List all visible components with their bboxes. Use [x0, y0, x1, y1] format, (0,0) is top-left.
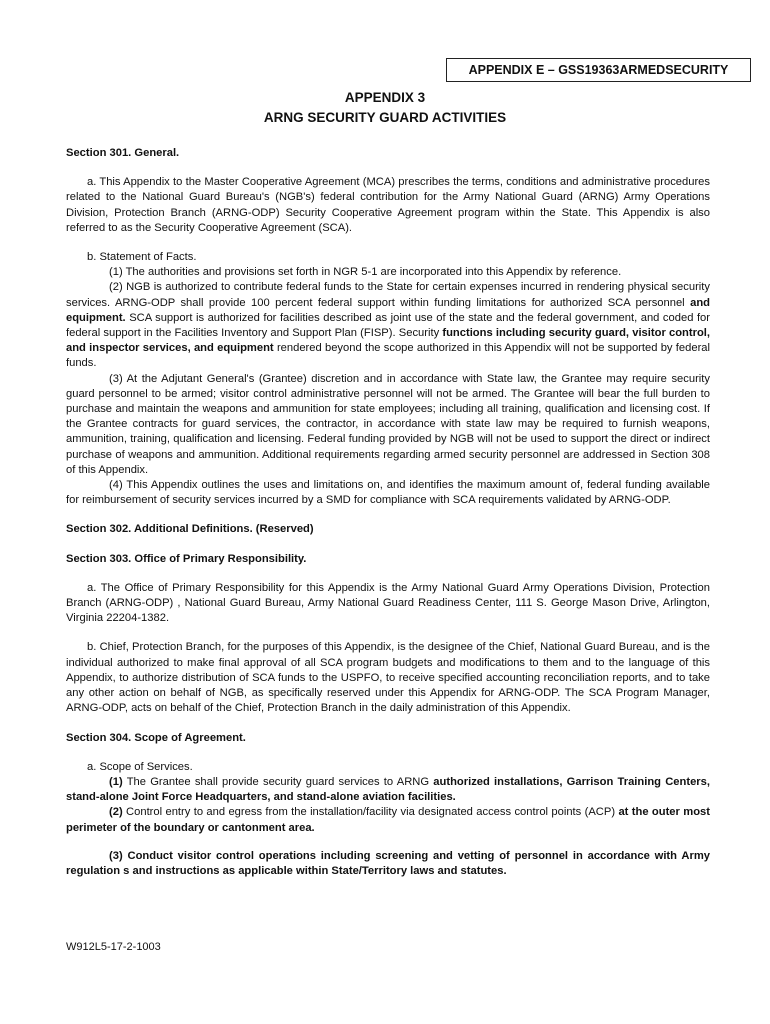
section-304-paragraph-a1: (1) The Grantee shall provide security guard services to ARNG authorized installations, Garrison Training Centers, stand-alone Joint Force Headquarters, and stand-alone aviation facilities. [66, 775, 710, 804]
section-302-heading: Section 302. Additional Definitions. (Reserved) [66, 523, 314, 536]
section-304-paragraph-a2: (2) Control entry to and egress from the installation/facility via designated access control points (ACP) at the outer most perimeter of the boundary or cantonment area. [66, 806, 710, 834]
document-title-line-2: ARNG SECURITY GUARD ACTIVITIES [263, 110, 507, 125]
section-301-paragraph-b2: (2) NGB is authorized to contribute federal funds to the State for certain expenses incurred in rendering physical security services. ARNG-ODP shall provide 100 percent federal support within funding limitations for authorized SCA personnel and equipment. SCA support is authorized for facilities described as joint use of the state and the federal government, and coded for federal support in the Facilities Inventory and Support Plan (FISP). Security functions including security guard, visitor control, and inspector services, and equipment rendered beyond the scope authorized in this Appendix will not be supported by federal funds. [66, 281, 710, 370]
section-303-paragraph-b: b. Chief, Protection Branch, for the purposes of this Appendix, is the designee of the Chief, National Guard Bureau, and is the individual authorized to make final approval of all SCA program budgets and modifications to them and to the language of this Appendix, to authorize distribution of SCA funds to the USPFO, to receive specified accounting reconciliation reports, and to take any other action on behalf of NGB, as specifically reserved under this Appendix for ARNG-ODP. The SCA Program Manager, ARNG-ODP, acts on behalf of the Chief, Protection Branch in the daily administration of this Appendix. [66, 641, 710, 715]
appendix-label-box: APPENDIX E – GSS19363ARMEDSECURITY [446, 58, 751, 82]
section-304-paragraph-a-title: a. Scope of Services. [87, 760, 193, 773]
section-303-heading: Section 303. Office of Primary Responsibility. [66, 552, 307, 565]
document-title-line-1: APPENDIX 3 [344, 90, 426, 105]
section-304-heading: Section 304. Scope of Agreement. [66, 731, 246, 744]
section-301-heading: Section 301. General. [66, 147, 180, 159]
section-301-paragraph-b4: (4) This Appendix outlines the uses and limitations on, and identifies the maximum amount of, federal funding available for reimbursement of security services incurred by a SMD for compliance with SCA requirements validated by ARNG-ODP. [66, 479, 710, 507]
section-301-paragraph-b1: (1) The authorities and provisions set forth in NGR 5-1 are incorporated into this Appendix by reference. [109, 266, 622, 279]
document-body [66, 146, 710, 879]
section-301-paragraph-a: a. This Appendix to the Master Cooperative Agreement (MCA) prescribes the terms, conditions and administrative procedures related to the National Guard Bureau's (NGB's) federal contribution for the Army National Guard (ARNG) Army Operations Division, Protection Branch (ARNG-ODP) Security Cooperative Agreement program within the State. This Appendix is also referred to as the Security Cooperative Agreement (SCA). [66, 176, 710, 234]
section-304-paragraph-a3: (3) Conduct visitor control operations including screening and vetting of personnel in accordance with Army regulation s and instructions as applicable within State/Territory laws and statutes. [66, 849, 710, 877]
section-301-paragraph-b3: (3) At the Adjutant General's (Grantee) discretion and in accordance with State law, the Grantee may require security guard personnel to be armed; visitor control administrative personnel will not be armed. The Grantee will bear the full burden to purchase and maintain the weapons and ammunition for state employees; including all training, qualification and licensing cost. If the Grantee contracts for guard services, the contractor, in accordance with state law may be required to furnish weapons, ammunition, training, qualification and licensing. Federal funding provided by NGB will not be used to support the direct or indirect purchase of weapons and ammunition. Additional requirements regarding armed security personnel are addressed in Section 308 of this Appendix. [66, 372, 710, 476]
footer-document-number: W912L5-17-2-1003 [66, 941, 161, 953]
section-301-paragraph-b-title: b. Statement of Facts. [87, 251, 197, 264]
section-303-paragraph-a: a. The Office of Primary Responsibility for this Appendix is the Army National Guard Army Operations Division, Protection Branch (ARNG-ODP) , National Guard Bureau, Army National Guard Readiness Center, 111 S. George Mason Drive, Arlington, Virginia 22204-1382. [66, 581, 710, 625]
